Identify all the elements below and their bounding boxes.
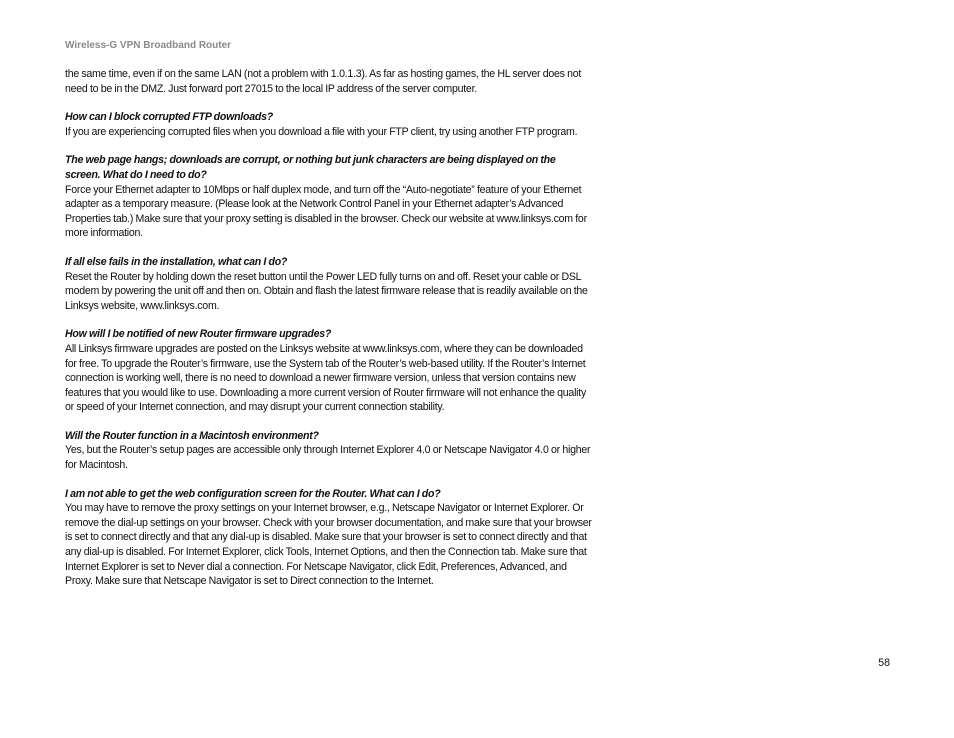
running-header: Wireless-G VPN Broadband Router — [65, 40, 232, 51]
faq-answer-installation: Reset the Router by holding down the reset button until the Power LED fully turns on and off. Reset your cable or DSL modem by powering the unit off and then on. Obtain and flash the latest firmware release that is readily available on the Linksys website, www.linksys.com. — [65, 270, 588, 312]
faq-question-macintosh: Will the Router function in a Macintosh environment? — [65, 429, 319, 442]
intro-paragraph: the same time, even if on the same LAN (not a problem with 1.0.1.3). As far as hosting games, the HL server does not need to be in the DMZ. Just forward port 27015 to the local IP address of the server computer. — [65, 68, 582, 95]
page-number: 58 — [878, 657, 890, 669]
faq-question-web-config: I am not able to get the web configuration screen for the Router. What can I do? — [65, 487, 441, 500]
faq-question-installation: If all else fails in the installation, what can I do? — [65, 255, 288, 268]
faq-answer-page-hangs: Force your Ethernet adapter to 10Mbps or half duplex mode, and turn off the “Auto-negotiate” feature of your Ethernet adapter as a temporary measure. (Please look at the Network Control Panel in your Ethernet adapter’s Advanced Properties tab.) Make sure that your proxy setting is disabled in the browser. Check our website at www.linksys.com for more information. — [65, 183, 587, 240]
faq-question-page-hangs: The web page hangs; downloads are corrupt, or nothing but junk characters are being displayed on the screen. What do I need to do? — [65, 154, 556, 181]
faq-answer-macintosh: Yes, but the Router’s setup pages are accessible only through Internet Explorer 4.0 or Netscape Navigator 4.0 or higher for Macintosh. — [65, 444, 591, 472]
faq-answer-ftp: If you are experiencing corrupted files when you download a file with your FTP client, try using another FTP program. — [65, 125, 578, 138]
faq-content — [65, 67, 593, 589]
faq-question-firmware: How will I be notified of new Router firmware upgrades? — [65, 328, 332, 341]
faq-question-ftp: How can I block corrupted FTP downloads? — [65, 111, 273, 124]
faq-answer-web-config: You may have to remove the proxy settings on your Internet browser, e.g., Netscape Navigator or Internet Explorer. Or remove the dial-up settings on your browser. Check with your browser documentation, and make sure that your browser is set to connect directly and that any dial-up is disabled. Make sure that your browser is set to connect directly and that any dial-up is disabled. For Internet Explorer, click Tools, Internet Options, and then the Connection tab. Make sure that Internet Explorer is set to Never dial a connection. For Netscape Navigator, click Edit, Preferences, Advanced, and Proxy. Make sure that Netscape Navigator is set to Direct connection to the Internet. — [65, 502, 592, 588]
faq-answer-firmware: All Linksys firmware upgrades are posted on the Linksys website at www.linksys.com, where they can be downloaded for free. To upgrade the Router’s firmware, use the System tab of the Router’s web-based utility. If the Router’s Internet connection is working well, there is no need to download a newer firmware version, unless that version contains new features that you would like to use. Downloading a more current version of Router firmware will not enhance the quality or speed of your Internet connection, and may disrupt your current connection stability. — [65, 342, 587, 414]
